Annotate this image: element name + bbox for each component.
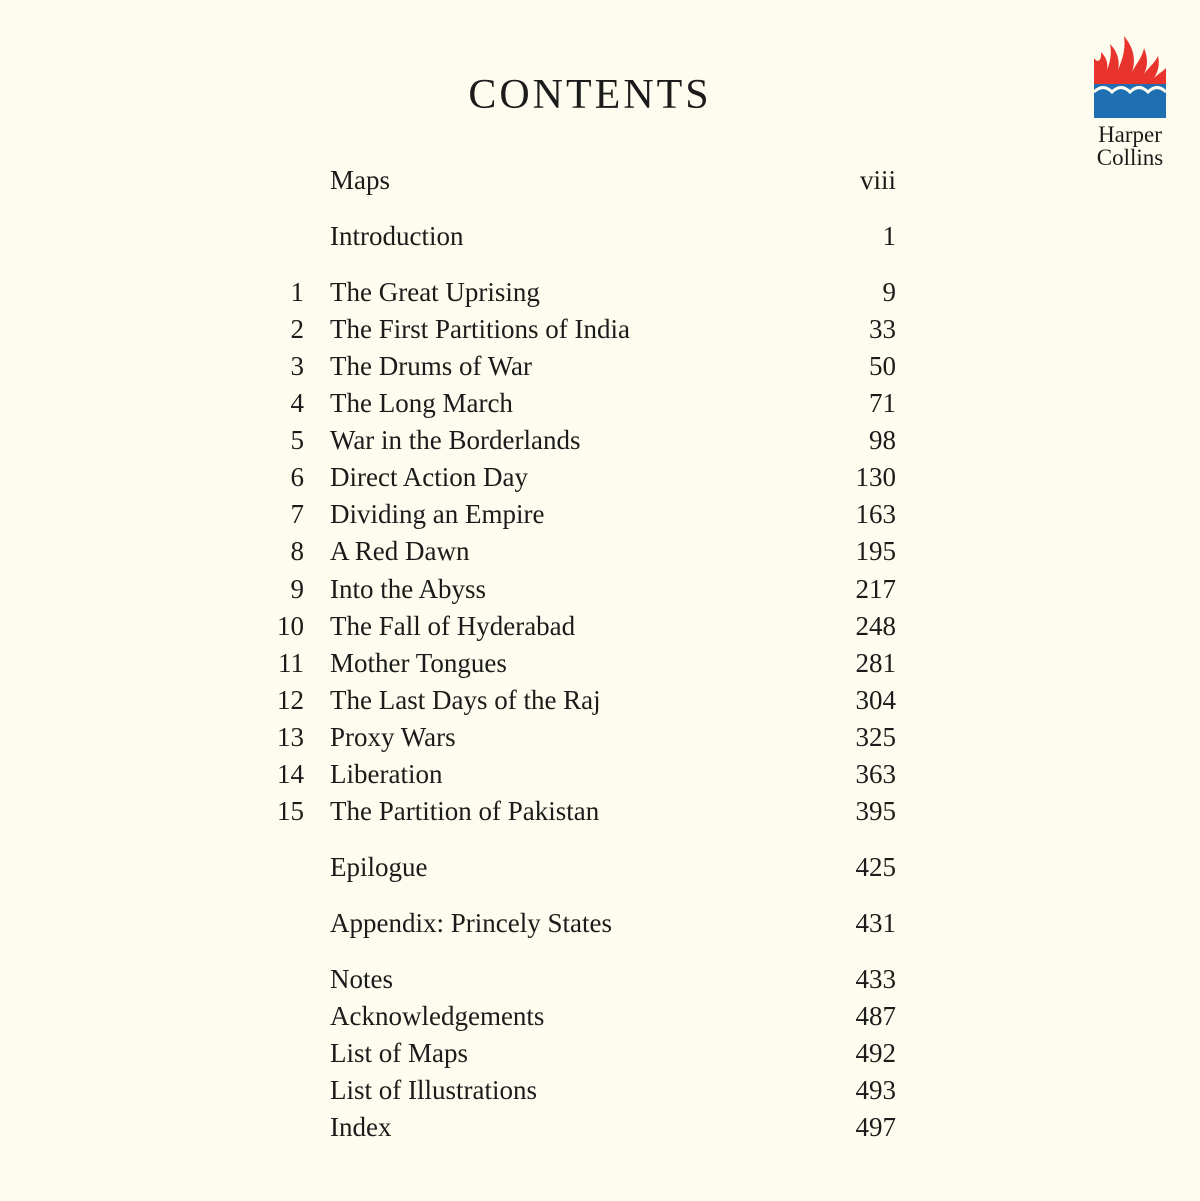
toc-chapter-row[interactable] bbox=[0, 348, 1200, 385]
chapter-title: The Long March bbox=[330, 388, 513, 418]
chapter-number: 11 bbox=[278, 648, 304, 678]
chapter-page: 130 bbox=[855, 462, 896, 492]
chapter-number: 9 bbox=[290, 574, 304, 604]
chapter-title: Liberation bbox=[330, 759, 443, 789]
chapter-page: 281 bbox=[855, 648, 896, 678]
chapter-title: Proxy Wars bbox=[330, 722, 456, 752]
entry-title: Notes bbox=[330, 964, 393, 994]
chapter-title: Direct Action Day bbox=[330, 462, 528, 492]
chapter-page: 217 bbox=[855, 574, 896, 604]
toc-entry-appendix[interactable] bbox=[0, 905, 1200, 942]
entry-title: Epilogue bbox=[330, 852, 428, 882]
chapter-title: The Last Days of the Raj bbox=[330, 685, 601, 715]
toc-entry-epilogue[interactable] bbox=[0, 849, 1200, 886]
toc-chapter-row[interactable] bbox=[0, 682, 1200, 719]
entry-page: 487 bbox=[855, 1001, 896, 1031]
chapter-page: 248 bbox=[855, 611, 896, 641]
chapter-page: 9 bbox=[882, 277, 896, 307]
chapter-number: 6 bbox=[290, 462, 304, 492]
toc-entry-maps[interactable] bbox=[0, 162, 1200, 199]
chapter-page: 71 bbox=[869, 388, 896, 418]
chapter-title: The Partition of Pakistan bbox=[330, 796, 600, 826]
chapter-page: 98 bbox=[869, 425, 896, 455]
entry-title: Appendix: Princely States bbox=[330, 908, 612, 938]
entry-title: Acknowledgements bbox=[330, 1001, 545, 1031]
chapter-title: A Red Dawn bbox=[330, 536, 470, 566]
toc-entry-index[interactable] bbox=[0, 1109, 1200, 1146]
chapter-title: War in the Borderlands bbox=[330, 425, 581, 455]
entry-page: 492 bbox=[855, 1038, 896, 1068]
chapter-page: 195 bbox=[855, 536, 896, 566]
toc-chapter-row[interactable] bbox=[0, 274, 1200, 311]
entry-title: List of Maps bbox=[330, 1038, 468, 1068]
chapter-title: The First Partitions of India bbox=[330, 314, 630, 344]
chapter-number: 14 bbox=[277, 759, 304, 789]
entry-page: 493 bbox=[855, 1075, 896, 1105]
toc-chapter-row[interactable] bbox=[0, 645, 1200, 682]
entry-page: viii bbox=[859, 165, 896, 195]
chapter-page: 50 bbox=[869, 351, 896, 381]
chapter-number: 4 bbox=[290, 388, 304, 418]
toc-chapter-row[interactable] bbox=[0, 496, 1200, 533]
toc-chapter-row[interactable] bbox=[0, 533, 1200, 570]
toc-chapter-row[interactable] bbox=[0, 756, 1200, 793]
entry-page: 497 bbox=[855, 1112, 896, 1142]
chapter-number: 3 bbox=[290, 351, 304, 381]
chapter-title: The Fall of Hyderabad bbox=[330, 611, 576, 641]
chapter-title: Dividing an Empire bbox=[330, 499, 545, 529]
toc-entry-list-of-illustrations[interactable] bbox=[0, 1072, 1200, 1109]
entry-title: Introduction bbox=[330, 221, 464, 251]
chapter-number: 2 bbox=[290, 314, 304, 344]
chapter-number: 7 bbox=[290, 499, 304, 529]
toc-entry-acknowledgements[interactable] bbox=[0, 998, 1200, 1035]
chapter-page: 395 bbox=[855, 796, 896, 826]
chapter-page: 33 bbox=[869, 314, 896, 344]
toc-chapter-row[interactable] bbox=[0, 385, 1200, 422]
toc-entry-introduction[interactable] bbox=[0, 218, 1200, 255]
chapter-number: 13 bbox=[277, 722, 304, 752]
chapter-number: 5 bbox=[290, 425, 304, 455]
chapter-number: 10 bbox=[277, 611, 304, 641]
entry-title: Maps bbox=[330, 165, 390, 195]
toc-entry-list-of-maps[interactable] bbox=[0, 1035, 1200, 1072]
chapter-page: 325 bbox=[855, 722, 896, 752]
toc-chapter-row[interactable] bbox=[0, 311, 1200, 348]
toc-chapter-row[interactable] bbox=[0, 459, 1200, 496]
chapter-page: 163 bbox=[855, 499, 896, 529]
toc-chapter-row[interactable] bbox=[0, 719, 1200, 756]
contents-heading: CONTENTS bbox=[468, 72, 712, 118]
toc-chapter-row[interactable] bbox=[0, 571, 1200, 608]
chapter-title: Mother Tongues bbox=[330, 648, 507, 678]
chapter-title: Into the Abyss bbox=[330, 574, 487, 604]
entry-title: List of Illustrations bbox=[330, 1075, 537, 1105]
toc-chapter-row[interactable] bbox=[0, 422, 1200, 459]
entry-page: 1 bbox=[882, 221, 896, 251]
publisher-name-line2: Collins bbox=[1096, 145, 1164, 170]
chapter-number: 15 bbox=[277, 796, 304, 826]
toc-chapter-row[interactable] bbox=[0, 608, 1200, 645]
chapter-number: 1 bbox=[290, 277, 304, 307]
publisher-name-line1: Harper bbox=[1098, 122, 1162, 147]
entry-page: 431 bbox=[855, 908, 896, 938]
chapter-title: The Drums of War bbox=[330, 351, 533, 381]
toc-chapter-row[interactable] bbox=[0, 793, 1200, 830]
chapter-number: 8 bbox=[290, 536, 304, 566]
entry-page: 425 bbox=[855, 852, 896, 882]
chapter-page: 304 bbox=[855, 685, 896, 715]
chapter-number: 12 bbox=[277, 685, 304, 715]
chapter-title: The Great Uprising bbox=[330, 277, 540, 307]
toc-entry-notes[interactable] bbox=[0, 961, 1200, 998]
chapter-page: 363 bbox=[855, 759, 896, 789]
entry-page: 433 bbox=[855, 964, 896, 994]
entry-title: Index bbox=[330, 1112, 392, 1142]
